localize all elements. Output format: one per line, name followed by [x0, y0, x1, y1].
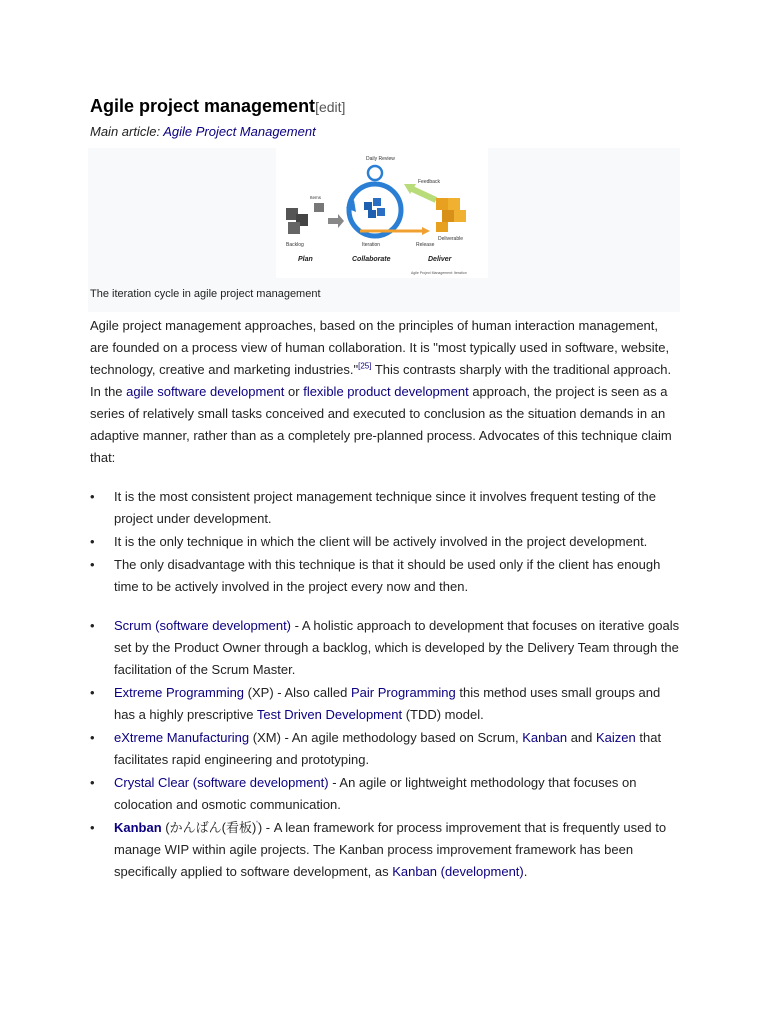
crystal-clear-link[interactable]: Crystal Clear (software development) [114, 775, 329, 790]
pair-programming-link[interactable]: Pair Programming [350, 685, 456, 700]
iteration-cycle-image[interactable] [276, 148, 488, 278]
kanban-development-link[interactable]: Kanban (development) [392, 864, 524, 879]
feedback-label: Feedback [418, 179, 440, 185]
list-item-crystal [90, 772, 680, 816]
list-item [90, 531, 680, 553]
bullet: • [90, 685, 95, 700]
scrum-text: - A holistic approach to development that focuses on iterative goals set by the Product Owner through a backlog, which is developed by the Delivery Team through the facilitation of the Scrum Master. [114, 618, 680, 677]
extreme-programming-link[interactable]: Extreme Programming [114, 685, 245, 700]
kaizen-link[interactable]: Kaizen [596, 730, 636, 745]
xp-text-1: (XP) - Also called [244, 685, 351, 700]
bullet: • [90, 775, 95, 790]
bullet: • [90, 820, 95, 835]
pronunciation-link[interactable]: ʹ [256, 819, 258, 829]
bullet: • [90, 489, 95, 504]
section-title: Agile project management [90, 96, 316, 116]
kanban-text-3: . [523, 864, 528, 879]
collaborate-label: Collaborate [352, 256, 391, 263]
main-article-link[interactable]: Agile Project Management [163, 124, 316, 139]
deliver-label: Deliver [428, 256, 452, 263]
list-item-scrum [90, 615, 680, 681]
list-item-kanban [90, 817, 680, 883]
image-credit: Agile Project Management: Iteration [411, 271, 467, 275]
advocates-claims-list [90, 486, 680, 599]
edit-link[interactable]: [edit] [315, 99, 346, 115]
kanban-link-2[interactable]: Kanban [114, 820, 162, 835]
main-article-prefix: Main article: [90, 124, 164, 139]
list-item-xp [90, 682, 680, 726]
xp-text-3: (TDD) model. [402, 707, 484, 722]
items-label: Items [310, 195, 322, 200]
deliverable-label: Deliverable [438, 236, 464, 242]
intro-text-2: This contrasts sharply with the traditional approach. In the [90, 362, 672, 399]
daily-review-label: Daily Review [366, 156, 395, 162]
agile-software-development-link[interactable]: agile software development [126, 384, 285, 399]
bullet: • [90, 730, 95, 745]
figure-caption: The iteration cycle in agile project management [90, 288, 321, 300]
bullet: • [90, 534, 95, 549]
release-label: Release [416, 242, 435, 248]
intro-text-3: or [284, 384, 304, 399]
intro-text-4: approach, the project is seen as a series of relatively small tasks conceived and executed to conclusion as the situation demands in an adaptive manner, rather than as a completely pre-planned process. Advocates of this technique claim that: [90, 384, 672, 465]
backlog-label: Backlog [286, 242, 304, 248]
kanban-text-2: ) - A lean framework for process improvement that is frequently used to manage WIP within agile projects. The Kanban process improvement framework has been specifically applied to software development, as [114, 820, 667, 879]
intro-paragraph [90, 315, 680, 469]
reference-link[interactable]: [25] [358, 361, 372, 371]
section-heading [90, 96, 345, 117]
bullet: • [90, 618, 95, 633]
flexible-product-development-link[interactable]: flexible product development [303, 384, 469, 399]
kanban-text-1: (かんばん(看板) [161, 820, 257, 835]
intro-text-1: Agile project management approaches, based on the principles of human interaction management, are founded on a process view of human collaboration. It is "most typically used in software, website, technology, creative and marketing industries." [90, 318, 670, 377]
crystal-text: - An agile or lightweight methodology that focuses on colocation and osmotic communication. [114, 775, 637, 812]
xm-text-2: and [567, 730, 597, 745]
claim-text: The only disadvantage with this technique is that it should be used only if the client has enough time to be actively involved in the project every now and then. [114, 557, 661, 594]
extreme-manufacturing-link[interactable]: eXtreme Manufacturing [114, 730, 250, 745]
list-item [90, 486, 680, 530]
claim-text: It is the most consistent project management technique since it involves frequent testing of the project under development. [114, 489, 656, 526]
bullet: • [90, 557, 95, 572]
test-driven-development-link[interactable]: Test Driven Development [256, 707, 403, 722]
list-item [90, 554, 680, 598]
iteration-label: Iteration [362, 242, 381, 248]
xp-text-2: this method uses small groups and has a highly prescriptive [114, 685, 661, 722]
figure [88, 148, 680, 312]
methodologies-list [90, 615, 680, 884]
plan-label: Plan [298, 256, 313, 263]
xm-text-1: (XM) - An agile methodology based on Scrum, [249, 730, 523, 745]
list-item-xm [90, 727, 680, 771]
main-article-note [90, 124, 316, 139]
scrum-link[interactable]: Scrum (software development) [114, 618, 292, 633]
xm-text-3: that facilitates rapid engineering and prototyping. [114, 730, 662, 767]
kanban-link-1[interactable]: Kanban [522, 730, 568, 745]
claim-text: It is the only technique in which the client will be actively involved in the project development. [114, 534, 648, 549]
deliverable-cubes-icon [436, 198, 448, 210]
